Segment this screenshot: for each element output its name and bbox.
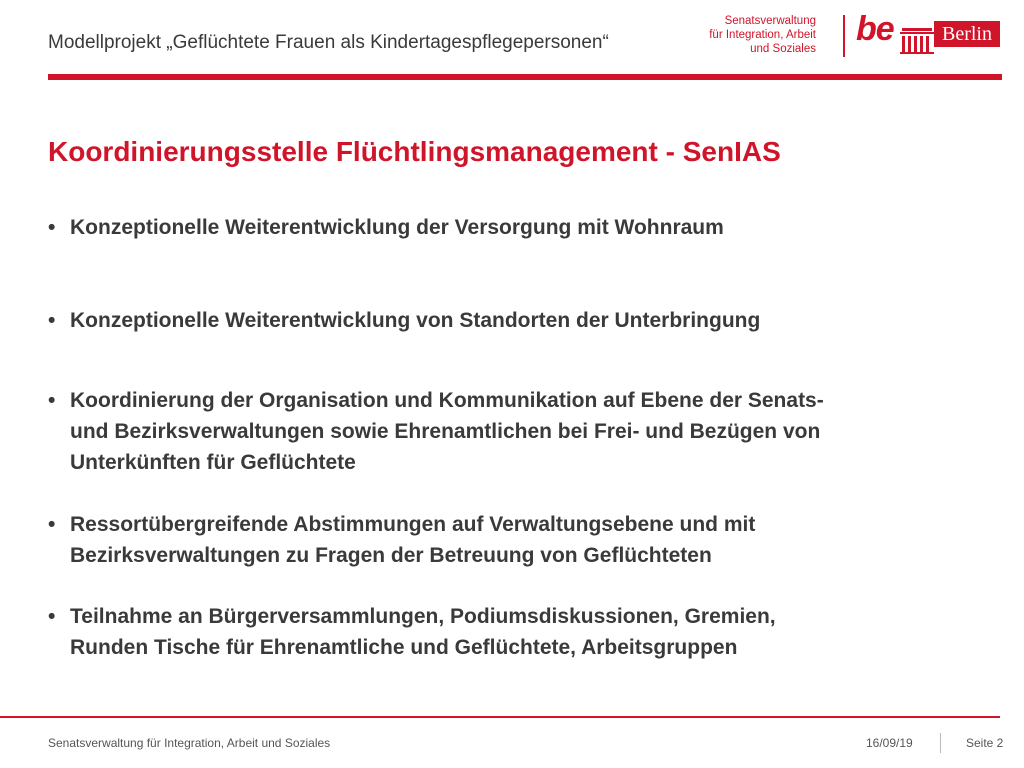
bullet-item bbox=[48, 509, 838, 571]
bullet-text: Konzeptionelle Weiterentwicklung von Standorten der Unterbringung bbox=[70, 309, 761, 332]
bullet-dot: • bbox=[48, 216, 56, 239]
bullet-text: Ressortübergreifende Abstimmungen auf Verwaltungsebene und mit Bezirksverwaltungen zu Fragen der Betreuung von Geflüchteten bbox=[70, 513, 756, 567]
logo-text-line1: Senatsverwaltung bbox=[724, 15, 816, 27]
bullet-item bbox=[48, 601, 838, 663]
brandenburg-gate-icon bbox=[900, 26, 934, 54]
logo-text-line2: für Integration, Arbeit bbox=[709, 29, 816, 41]
footer-organization: Senatsverwaltung für Integration, Arbeit und Soziales bbox=[48, 736, 331, 750]
logo-berlin-badge: Berlin bbox=[934, 21, 1000, 47]
footer-divider bbox=[0, 716, 1000, 718]
bullet-dot: • bbox=[48, 309, 56, 332]
logo-divider bbox=[843, 15, 845, 57]
bullet-item bbox=[48, 385, 838, 478]
bullet-dot: • bbox=[48, 389, 56, 412]
page-number: Seite 2 bbox=[966, 736, 1004, 750]
footer-separator bbox=[940, 733, 941, 753]
bullet-dot: • bbox=[48, 513, 56, 536]
bullet-dot: • bbox=[48, 605, 56, 628]
logo-be-text: be bbox=[856, 10, 894, 48]
page-title: Koordinierungsstelle Flüchtlingsmanagement - SenIAS bbox=[48, 136, 781, 167]
logo-text-line3: und Soziales bbox=[750, 43, 816, 55]
bullet-text: Konzeptionelle Weiterentwicklung der Versorgung mit Wohnraum bbox=[70, 216, 724, 239]
bullet-item bbox=[48, 305, 838, 336]
bullet-item bbox=[48, 212, 838, 243]
header-divider bbox=[48, 74, 1002, 80]
bullet-text: Teilnahme an Bürgerversammlungen, Podiumsdiskussionen, Gremien, Runden Tische für Ehrenamtliche und Geflüchtete, Arbeitsgruppen bbox=[70, 605, 776, 659]
senatsverwaltung-logo bbox=[709, 10, 1004, 60]
logo-text bbox=[709, 14, 816, 56]
footer-date: 16/09/19 bbox=[866, 736, 913, 750]
bullet-text: Koordinierung der Organisation und Kommunikation auf Ebene der Senats- und Bezirksverwaltungen sowie Ehrenamtlichen bei Frei- und Bezügen von Unterkünften für Geflüchtete bbox=[70, 389, 824, 474]
header-title: Modellprojekt „Geflüchtete Frauen als Kindertagespflegepersonen“ bbox=[48, 32, 609, 53]
